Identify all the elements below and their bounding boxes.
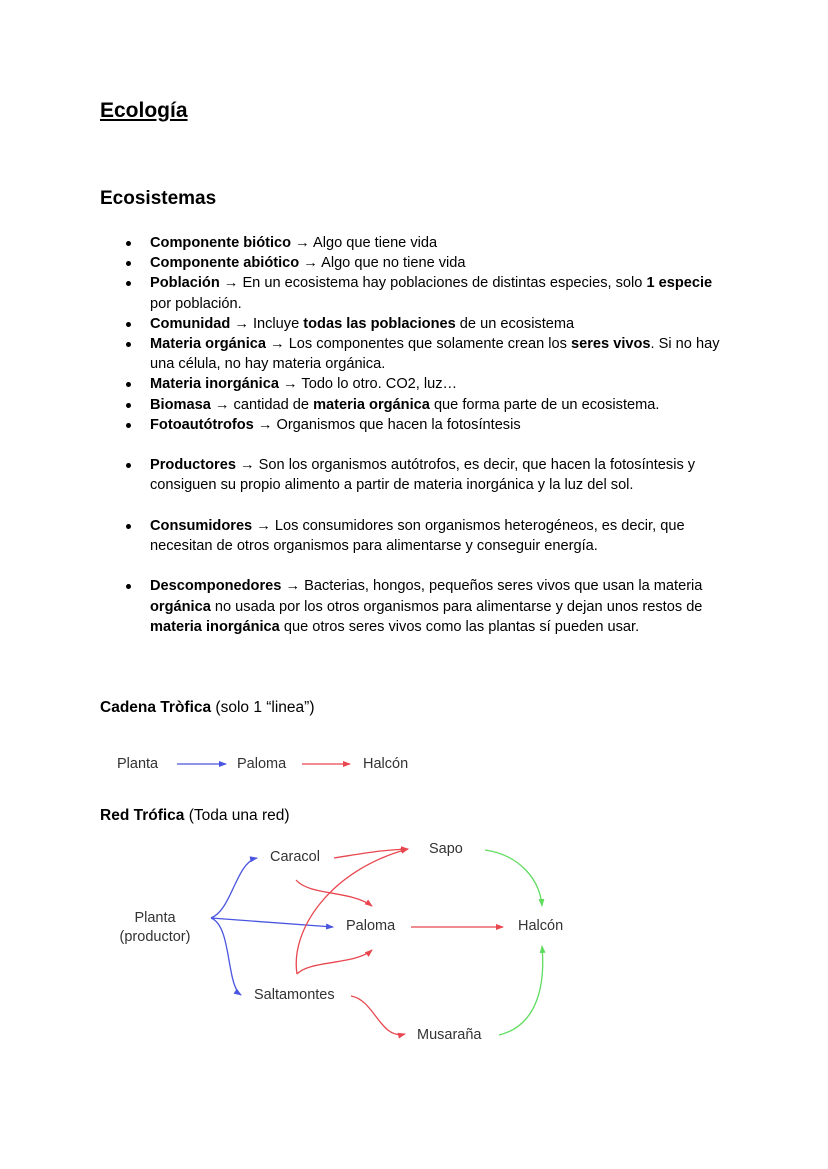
term: Fotoautótrofos [150, 416, 254, 433]
definition-text: . Si no hay una célula, no hay materia orgánica. [150, 336, 720, 373]
definition-text: Incluye [252, 315, 304, 332]
term: Materia inorgánica [150, 376, 279, 393]
definition-emphasis: seres vivos [571, 336, 651, 353]
definition-text: Los componentes que solamente crean los [288, 336, 572, 353]
definition-text: Bacterias, hongos, pequeños seres vivos que usan la materia [304, 578, 703, 595]
arrow-glyph: → [281, 578, 305, 595]
red-node-sapo: Sapo [429, 841, 463, 857]
red-title-bold: Red Trófica [100, 807, 185, 824]
arrow-glyph: → [230, 315, 253, 332]
term: Materia orgánica [150, 336, 266, 353]
definition-text: Los consumidores son organismos heterogéneos, es decir, que necesitan de otros organismos para alimentarse y conseguir energía. [150, 517, 685, 555]
definition-text: Algo que no tiene vida [321, 255, 466, 272]
cadena-title-rest: (solo 1 “linea”) [211, 699, 315, 716]
producer-arrows [211, 858, 333, 995]
definition-emphasis: materia orgánica [313, 396, 430, 413]
cadena-node-paloma: Paloma [237, 756, 287, 772]
arrow-glyph: → [291, 235, 313, 251]
cadena-node-planta: Planta [117, 756, 159, 772]
predator-arrows [485, 850, 543, 1035]
term: Componente abiótico [150, 255, 300, 272]
section-title-ecosistemas: Ecosistemas [100, 188, 217, 209]
definition-text: Todo lo otro. CO2, luz… [301, 376, 458, 393]
definition-emphasis: todas las poblaciones [303, 315, 456, 332]
definition-emphasis: 1 especie [646, 275, 713, 292]
definition-text: no usada por los otros organismos para alimentarse y dejan unos restos de [210, 598, 703, 615]
arrow-glyph: → [278, 376, 302, 393]
arrow-glyph: → [299, 255, 322, 272]
term: Descomponedores [150, 578, 282, 595]
term: Productores [150, 457, 236, 474]
definition-text: Algo que tiene vida [312, 235, 438, 251]
red-node-halcon: Halcón [518, 918, 564, 934]
definition-text: de un ecosistema [455, 315, 575, 332]
term: Consumidores [150, 517, 253, 534]
planta-label: Planta [134, 910, 176, 926]
definition-text: Organismos que hacen la fotosíntesis [276, 416, 521, 433]
arrow-glyph: → [253, 416, 277, 433]
definition-text: En un ecosistema hay poblaciones de distintas especies, solo [242, 275, 647, 292]
term: Biomasa [150, 396, 211, 413]
term: Comunidad [150, 315, 231, 332]
arrow-glyph: → [252, 517, 275, 534]
arrow-glyph: → [235, 457, 259, 474]
red-node-paloma: Paloma [346, 918, 396, 934]
definition-emphasis: orgánica [150, 598, 211, 615]
definition-emphasis: materia inorgánica [150, 618, 280, 635]
cadena-title-bold: Cadena Tròfica [100, 699, 212, 716]
arrow-glyph: → [265, 336, 289, 353]
definition-text: cantidad de [233, 396, 314, 413]
consumer-arrows [296, 849, 503, 1035]
definition-text: que forma parte de un ecosistema. [429, 396, 660, 413]
term: Población [150, 275, 220, 292]
red-title-rest: (Toda una red) [184, 807, 290, 824]
arrow-glyph: → [219, 275, 243, 292]
planta-sublabel: (productor) [119, 929, 191, 945]
term: Componente biótico [150, 235, 292, 251]
red-node-saltamontes: Saltamontes [254, 987, 335, 1003]
red-node-caracol: Caracol [270, 849, 320, 865]
red-node-musarana: Musaraña [417, 1027, 482, 1043]
definition-text: por población. [150, 295, 242, 312]
page-title: Ecología [100, 99, 188, 122]
definition-text: Son los organismos autótrofos, es decir, que hacen la fotosíntesis y consiguen su propio alimento a partir de materia inorgánica y la luz del sol. [150, 457, 696, 494]
cadena-node-halcon: Halcón [363, 756, 409, 772]
arrow-glyph: → [210, 396, 234, 413]
definition-text: que otros seres vivos como las plantas sí pueden usar. [279, 618, 640, 635]
